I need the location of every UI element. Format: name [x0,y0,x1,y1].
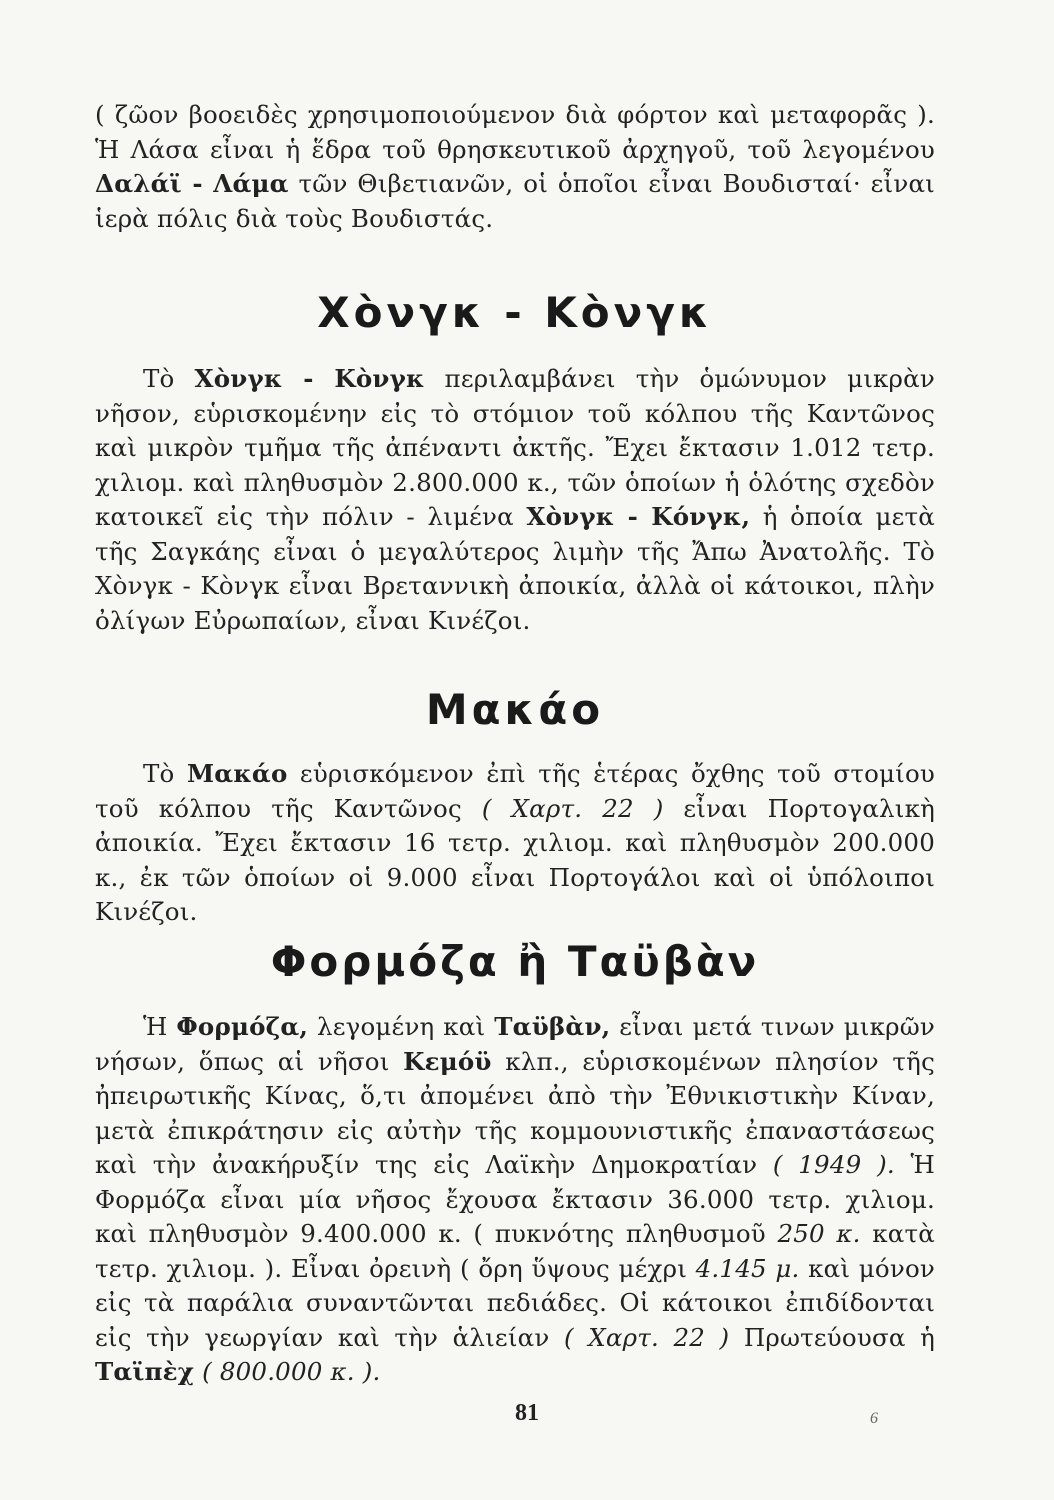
italic-reference: ( Χαρτ. 22 ) [481,793,664,823]
text-run: εἶναι μετά τινων μικρῶν νήσων, ὅπως αἱ νῆσοι [95,1012,935,1076]
text-run: λεγομένη καὶ [308,1012,495,1041]
text-run: τῶν Θιβετιανῶν, οἱ ὁποῖοι εἶναι Βουδισταί· εἶναι ἱερὰ πόλις διὰ τοὺς Βουδιστάς. [95,169,935,233]
page-number: 81 [515,1400,539,1426]
heading-formosa: Φορμόζα ἢ Ταϋβὰν [270,937,760,986]
italic-reference: 250 κ. [777,1219,861,1248]
macao-paragraph [95,757,935,930]
bold-term: Δαλάϊ - Λάμα [95,169,289,198]
bold-term: Κεμόϋ [403,1046,492,1076]
bold-term: Μακάο [186,759,288,788]
text-run: καὶ μόνον εἰς τὰ παράλια συναντῶνται πεδιάδες. Οἱ κάτοικοι ἐπιδίδονται εἰς τὴν γεωργίαν καὶ τὴν ἁλιείαν [95,1253,936,1352]
text-run: Ἡ Φορμόζα εἶναι μία νῆσος ἔχουσα ἔκτασιν 36.000 τετρ. χιλιομ. καὶ πληθυσμὸν 9.400.000 κ. ( πυκνότης πληθυσμοῦ [95,1150,935,1248]
bold-term: Χὸνγκ - Κόνγκ, [526,502,751,531]
text-run: Τὸ [143,759,187,788]
bold-term: Ταϋβὰν, [494,1012,611,1041]
text-run: Ἡ [143,1012,177,1041]
italic-reference: 4.145 μ. [695,1253,800,1283]
text-run: περιλαμβάνει τὴν ὁμώνυμον μικρὰν νῆσον, εὑρισκομένην εἰς τὸ στόμιον τοῦ κόλπου τῆς Καντῶνος καὶ μικρὸν τμῆμα τῆς ἀπέναντι ἀκτῆς. Ἔχει ἔκτασιν 1.012 τετρ. χιλιομ. καὶ πληθυσμὸν 2.800.000 κ., τῶν ὁποίων ἡ ὁλότης σχεδὸν κατοικεῖ εἰς τὴν πόλιν - λιμένα [95,364,935,531]
text-run: Πρωτεύουσα ἡ [729,1322,935,1352]
text-run: κλπ., εὑρισκομένων πλησίον τῆς ἠπειρωτικῆς Κίνας, ὅ,τι ἀπομένει ἀπὸ τὴν Ἐθνικιστικὴν Κίναν, μετὰ ἐπικράτησιν εἰς αὐτὴν τῆς κομμουνιστικῆς ἐπαναστάσεως καὶ τὴν ἀνακήρυξίν της εἰς Λαϊκὴν Δημοκρατίαν [95,1046,935,1179]
heading-hong-kong: Χὸνγκ - Κὸνγκ [317,288,713,337]
corner-mark: 6 [870,1410,878,1427]
italic-reference: ( Χαρτ. 22 ) [563,1322,730,1352]
bold-term: Φορμόζα, [176,1012,309,1041]
text-run: ( ζῶον βοοειδὲς χρησιμοποιούμενον διὰ φόρτον καὶ μεταφορᾶς ). Ἡ Λάσα εἶναι ἡ ἕδρα τοῦ θρησκευτικοῦ ἀρχηγοῦ, τοῦ λεγομένου [95,100,935,164]
formosa-paragraph [95,1010,935,1390]
text-run: Τὸ [143,364,195,393]
text-run: εἶναι Πορτογαλικὴ ἀποικία. Ἔχει ἔκτασιν 16 τετρ. χιλιομ. καὶ πληθυσμὸν 200.000 κ., ἐκ τῶν ὁποίων οἱ 9.000 εἶναι Πορτογάλοι καὶ οἱ ὑπόλοιποι Κινέζοι. [95,793,935,926]
text-run: εὑρισκόμενον ἐπὶ τῆς ἑτέρας ὄχθης τοῦ στομίου τοῦ κόλπου τῆς Καντῶνος [95,759,935,823]
intro-paragraph [95,98,935,236]
heading-macao: Μακάο [425,685,605,734]
italic-reference: ( 1949 ). [772,1150,895,1179]
bold-term: Χὸνγκ - Κὸνγκ [194,364,425,393]
hong-kong-paragraph [95,362,935,638]
bold-term: Ταϊπὲχ [95,1357,195,1386]
text-run: ἡ ὁποία μετὰ τῆς Σαγκάης εἶναι ὁ μεγαλύτερος λιμὴν τῆς Ἄπω Ἀνατολῆς. Τὸ Χὸνγκ - Κὸνγκ εἶναι Βρεταννικὴ ἀποικία, ἀλλὰ οἱ κάτοικοι, πλὴν ὀλίγων Εὐρωπαίων, εἶναι Κινέζοι. [95,502,936,635]
text-run: κατὰ τετρ. χιλιομ. ). Εἶναι ὀρεινὴ ( ὄρη ὕψους μέχρι [95,1219,935,1283]
italic-reference: ( 800.000 κ. ). [194,1357,381,1386]
